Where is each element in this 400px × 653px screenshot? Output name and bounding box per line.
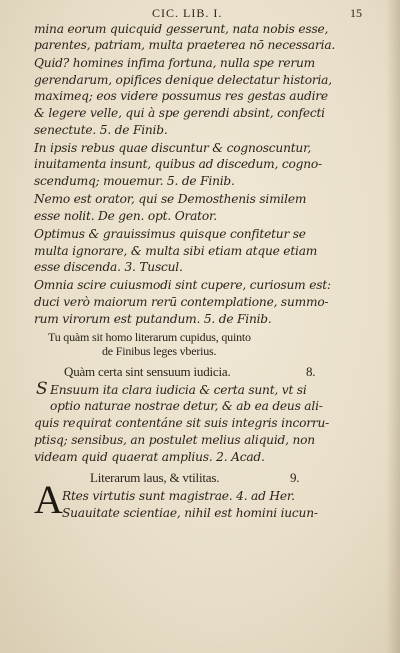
section-number: 8. [306, 364, 316, 379]
running-title: CIC. LIB. I. [152, 6, 223, 20]
text-line: Rtes virtutis sunt magistrae. 4. ad Her. [62, 489, 295, 503]
text-line: inuitamenta insunt, quibus ad discedum, cogno- [34, 157, 322, 171]
text-line: senectute. 5. de Finib. [34, 123, 168, 137]
text-line: quis requirat contentáne sit suis integris incorru- [34, 416, 330, 430]
initial-letter: S [36, 379, 48, 399]
section-heading: Quàm certa sint sensuum iudicia. [64, 364, 231, 379]
text-line: Nemo est orator, qui se Demosthenis similem [34, 192, 307, 206]
text-line: & legere velle, qui à spe gerendi absint, confecti [34, 106, 325, 120]
text-line: Omnia scire cuiusmodi sint cupere, curiosum est: [34, 278, 331, 292]
text-line: duci verò maiorum rerū contemplatione, summo- [34, 295, 329, 309]
text-line: optio naturae nostrae detur, & ab ea deus ali- [50, 399, 323, 413]
text-line: scendumq; mouemur. 5. de Finib. [34, 174, 235, 188]
text-line: rum virorum est putandum. 5. de Finib. [34, 312, 272, 326]
sidenote-line: de Finibus leges vberius. [102, 344, 217, 358]
text-line: Optimus & grauissimus quisque confitetur se [34, 227, 306, 241]
text-line: Suauitate scientiae, nihil est homini iucun- [62, 506, 318, 520]
drop-cap: A [34, 477, 63, 522]
text-line: esse discenda. 3. Tuscul. [34, 260, 183, 274]
text-line: mina eorum quicquid gesserunt, nata nobis esse, [34, 22, 329, 36]
text-line: parentes, patriam, multa praeterea nō necessaria. [34, 38, 336, 52]
text-line: maximeq; eos videre possumus res gestas audire [34, 89, 328, 103]
text-line: ptisq; sensibus, an postulet melius aliquid, non [34, 433, 315, 447]
page-edge-shadow [386, 0, 400, 653]
text-line: gerendarum, opifices denique delectatur historia, [34, 73, 332, 87]
section-heading: Literarum laus, & vtilitas. [90, 470, 220, 485]
text-line: videam quid quaerat amplius. 2. Acad. [34, 450, 265, 464]
sidenote-line: Tu quàm sit homo literarum cupidus, quinto [48, 330, 251, 344]
text-line: Ensuum ita clara iudicia & certa sunt, vt si [50, 383, 307, 397]
page-number: 15 [350, 6, 362, 20]
text-line: multa ignorare, & multa sibi etiam atque etiam [34, 244, 318, 258]
text-line: esse nolit. De gen. opt. Orator. [34, 209, 217, 223]
section-number: 9. [290, 470, 300, 485]
text-line: In ipsis rebus quae discuntur & cognoscuntur, [34, 141, 312, 155]
text-line: Quid? homines infima fortuna, nulla spe rerum [34, 56, 315, 70]
